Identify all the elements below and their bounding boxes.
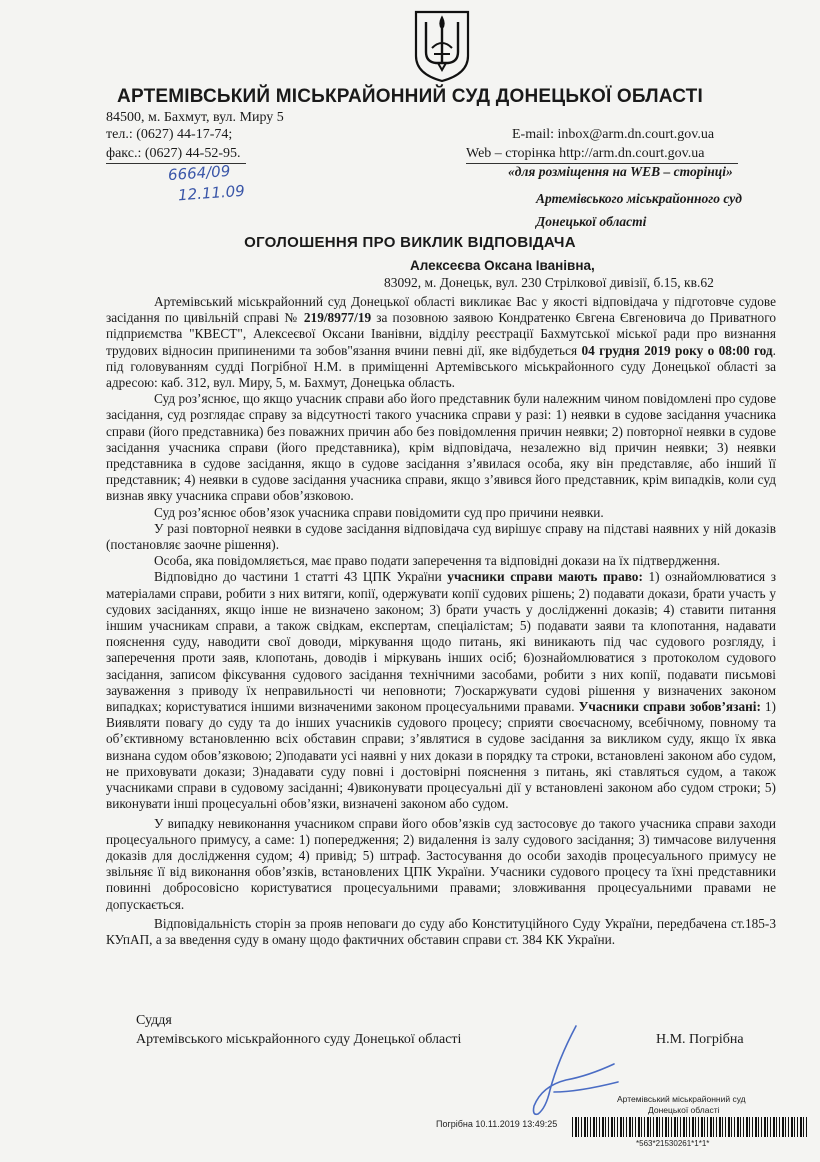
stamp-court: Артемівський міськрайонний суд — [617, 1094, 746, 1104]
handwritten-signature — [518, 1020, 628, 1125]
signature-name: Н.М. Погрібна — [656, 1032, 744, 1047]
barcode-code: *563*21530261*1*1* — [636, 1139, 710, 1148]
addressee-address: 83092, м. Донецьк, вул. 230 Стрілкової дивізії, б.15, кв.62 — [384, 275, 714, 290]
barcode-icon — [572, 1117, 808, 1137]
court-email: E-mail: inbox@arm.dn.court.gov.ua — [512, 127, 715, 142]
handwritten-reference: 6664/09 — [167, 161, 231, 185]
coat-of-arms-icon — [412, 8, 472, 84]
addressee-name: Алексеєва Оксана Іванівна, — [410, 258, 595, 273]
hearing-date: 04 грудня 2019 року о 08:00 год — [581, 342, 773, 358]
signature-court: Артемівського міськрайонного суду Донецької області — [136, 1032, 462, 1047]
print-stamp: Погрібна 10.11.2019 13:49:25 — [436, 1119, 558, 1129]
paragraph-rights-duties: Відповідно до частини 1 статті 43 ЦПК України учасники справи мають право: 1) ознайомлюватися з матеріалами справи, робити з них витяги, копії, одержувати копії судових рішень; 2) подавати докази, брати участь у судових засіданнях, якщо інше не визначено законом; 3) брати участь у дослідженні доказів; 4) ставити питання іншим учасникам справи, а також свідкам, експертам, спеціалістам; 5) подавати заяви та клопотання, надавати пояснення суду, наводити свої доводи, міркування щодо питань, які виникають під час судового розгляду, і заперечення проти заяв, клопотань, доводів і міркувань інших осіб; 6)ознайомлюватися з протоколом судового засідання, записом фіксування судового засідання технічними засобами, робити з них копії, подавати письмові зауваження з приводу їх неправильності чи неповноти; 7)оскаржувати судові рішення у визначених законом випадках; користуватися іншими визначеними законом процесуальними правами. Учасники справи зобов’язані: 1) Виявляти повагу до суду та до інших учасників судового процесу; сприяти своєчасному, всебічному, повному та об’єктивному встановленню всіх обставин справи; з’являтися в судове засідання за викликом суду, якщо їх явка визнана судом обов’язковою; 2)подавати усі наявні у них докази в порядку та строки, встановлені законом або судом, не приховувати докази; 3)надавати суду повні і достовірні пояснення з питань, які ставляться судом, а також учасниками справи в судовому засіданні; 4)виконувати процесуальні дії у встановлені законом або судом строки; 5) виконувати інші процесуальні обов’язки, визначені законом або судом. — [106, 569, 776, 812]
placement-court: Артемівського міськрайонного суд — [536, 191, 742, 206]
stamp-region: Донецької області — [648, 1105, 720, 1115]
court-address: 84500, м. Бахмут, вул. Миру 5 — [106, 110, 284, 125]
paragraph-notify-duty: Суд роз’яснює обов’язок учасника справи повідомити суд про причини неявки. — [154, 504, 604, 520]
announcement-body — [106, 294, 776, 948]
court-title: АРТЕМІВСЬКИЙ МІСЬКРАЙОННИЙ СУД ДОНЕЦЬКОЇ ОБЛАСТІ — [117, 86, 703, 107]
court-phone: тел.: (0627) 44-17-74; — [106, 127, 233, 142]
paragraph-summons: Артемівський міськрайонний суд Донецької області викликає Вас у якості відповідача у підготовче судове засідання по цивільній справі № 219/8977/19 за позовною заявою Кондратенко Євгена Євгеновича до Приватного підприємства "КВЕСТ", Алексеєвої Оксани Іванівни, відділу реєстрації Бахмутської міської ради про визнання трудових відносин припиненими та зобов"язання вчини певні дії, яке відбудеться 04 грудня 2019 року о 08:00 год. під головуванням судді Погрібної Н.М. в приміщенні Артемівського міськрайонного суду Донецької області за адресою: каб. 312, вул. Миру, 5, м. Бахмут, Донецька область. — [106, 294, 776, 391]
case-number: 219/8977/19 — [303, 310, 372, 326]
paragraph-liability: Відповідальність сторін за прояв неповаги до суду або Конституційного Суду України, передбачена ст.185-3 КУпАП, а за введення суду в оману щодо фактичних обставин справи ст. 384 КК України. — [106, 915, 776, 947]
announcement-title: ОГОЛОШЕННЯ ПРО ВИКЛИК ВІДПОВІДАЧА — [244, 234, 576, 251]
signature-role: Суддя — [136, 1013, 172, 1028]
paragraph-absence-rules: Суд роз’яснює, що якщо учасник справи або його представник були належним чином повідомлені про судове засідання, суд розглядає справу за відсутності такого учасника справи у разі: 1) неявки в судове засідання учасника справи (його представника) без поважних причин або без повідомлення причин неявки; 2) повторної неявки в судове засідання учасника справи (його представника), крім відповідача, незалежно від причин неявки; 3) неявки представника в судове засідання, якщо в судове засідання з’явилася особа, яку він представляє, або інший її представник; 4) неявки в судове засідання учасника справи, якщо з’явився його представник, крім випадків, коли суд визнав явку учасника справи обов’язковою. — [106, 391, 776, 504]
placement-region: Донецької області — [536, 214, 647, 229]
paragraph-objection-right: Особа, яка повідомляється, має право подати заперечення та відповідні докази на їх підтвердження. — [154, 553, 721, 569]
court-fax: факс.: (0627) 44-52-95. — [106, 146, 241, 161]
court-website: Web – сторінка http://arm.dn.court.gov.ua — [466, 146, 705, 161]
placement-note: «для розміщення на WEB – сторінці» — [508, 164, 733, 179]
paragraph-coercion: У випадку невиконання учасником справи його обов’язків суд застосовує до такого учасника справи заходи процесуального примусу, а саме: 1) попередження; 2) видалення із залу судового засідання; 3) тимчасове вилучення доказів для дослідження судом; 4) привід; 5) штраф. Застосування до особи заходів процесуального примусу не звільняє її від виконання обов’язків, встановлених ЦПК України. Учасники судового процесу та їхні представники повинні добросовісно користуватися процесуальними правами; зловживання процесуальними правами не допускається. — [106, 815, 776, 912]
handwritten-date: 12.11.09 — [177, 181, 246, 205]
paragraph-default-judgment: У разі повторної неявки в судове засідання відповідача суд вирішує справу на підставі наявних у ній доказів (постановляє заочне рішення). — [106, 520, 776, 553]
